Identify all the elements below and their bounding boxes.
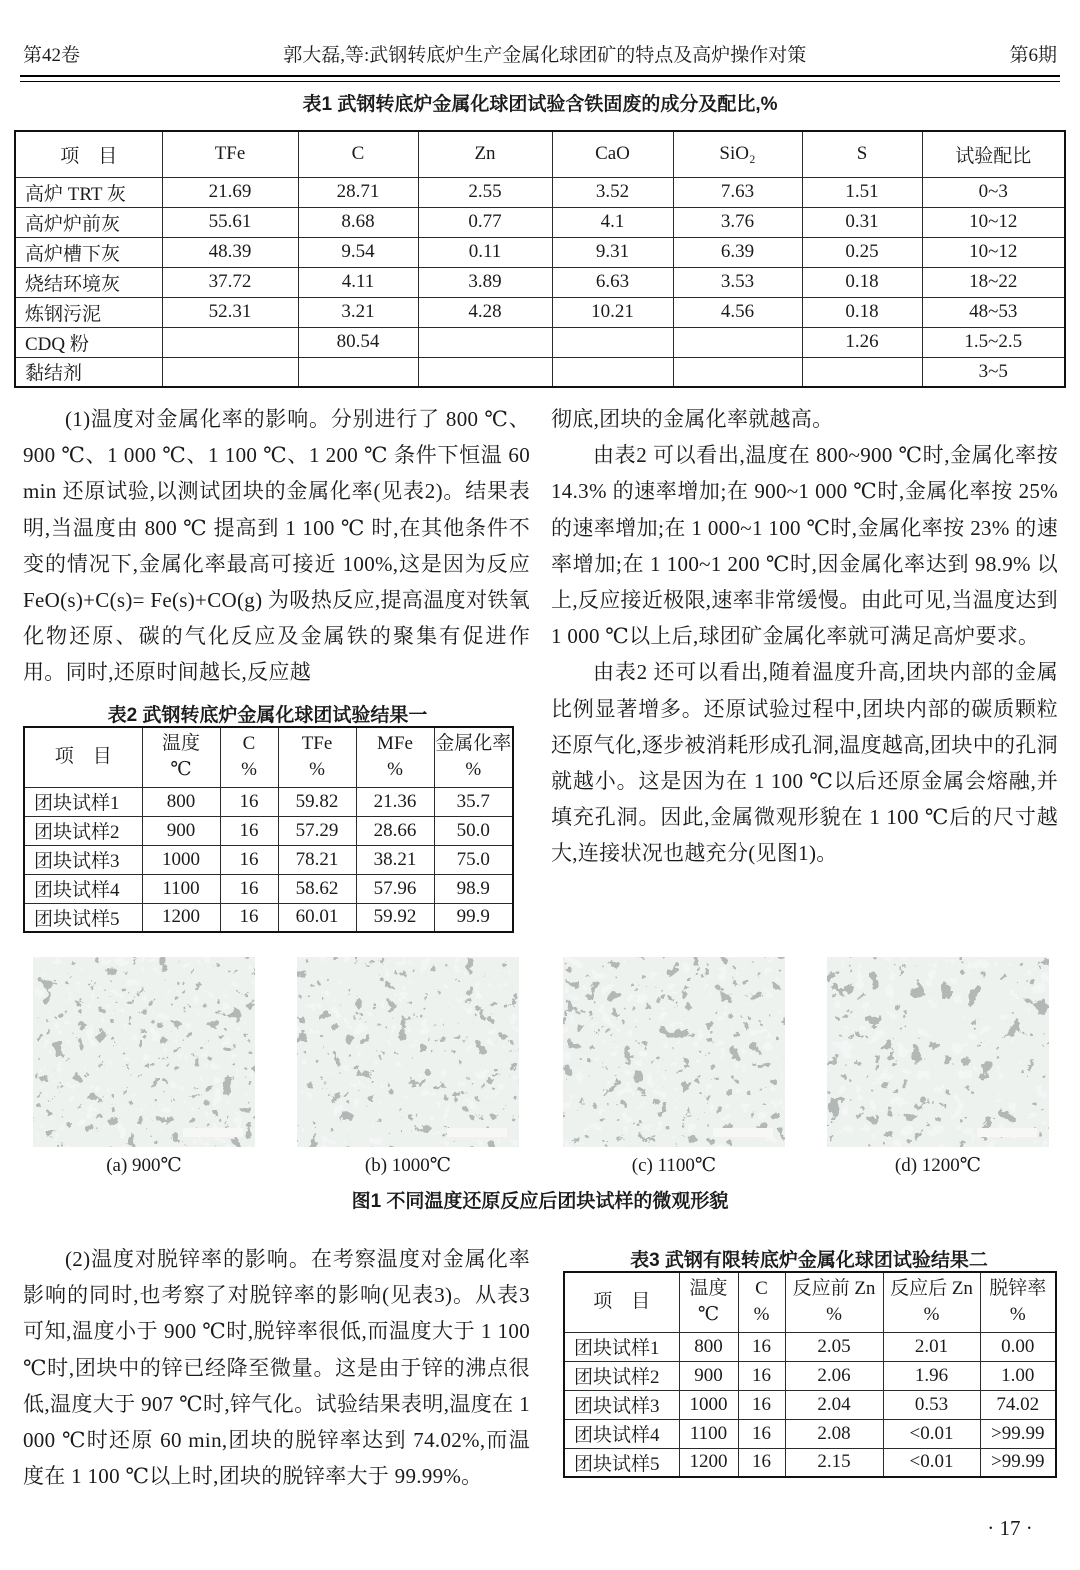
paragraph-rate-analysis: 由表2 可以看出,温度在 800~900 ℃时,金属化率按 14.3% 的速率增加;在 900~1 000 ℃时,金属化率按 25% 的速率增加;在 1 000~1 100 ℃时,金属化率按 23% 的速率增加;在 1 100~1 200 ℃时,因金属化率达到 98.9% 以上,反应接近极限,速率非常缓慢。由此可见,当温度达到 1 000 ℃以上后,球团矿金属化率就可满足高炉要求。 [551,443,1058,649]
table-cell: 2.15 [785,1448,883,1477]
scale-bar [183,1128,243,1137]
table-cell: 16 [220,874,278,903]
th-item: 项 目 [15,131,162,177]
table-cell: 16 [220,787,278,816]
table-cell: 0.25 [802,237,922,267]
th-metallization-rate: 金属化率 % [434,727,513,787]
th-item: 项 目 [24,727,142,787]
figure1-title: 图1 不同温度还原反应后团块试样的微观形貌 [351,1191,729,1212]
table-cell: 1.96 [883,1361,980,1390]
table-cell: >99.99 [980,1448,1056,1477]
table-cell: 80.54 [298,327,418,357]
micrograph-image-d [827,957,1049,1147]
table-cell: 1200 [679,1448,738,1477]
table-cell: 3.52 [552,177,673,207]
table-cell: 16 [738,1361,785,1390]
table-cell: 团块试样5 [564,1448,679,1477]
table-cell: 2.05 [785,1332,883,1361]
table2-header-row [24,727,513,787]
th-c: C [298,131,418,177]
table-cell: 3~5 [922,357,1065,387]
paragraph-continuation: 彻底,团块的金属化率就越高。 [551,407,834,431]
table-cell: 2.06 [785,1361,883,1390]
table3-header-row [564,1272,1056,1332]
figure-panel-d [827,957,1049,1177]
table-row [15,177,1065,207]
table-cell: 800 [679,1332,738,1361]
table1-title: 表1 武钢转底炉金属化球团试验含铁固废的成分及配比,% [302,94,778,115]
table-cell [802,357,922,387]
table-cell: 团块试样1 [564,1332,679,1361]
table-cell: 0.11 [418,237,552,267]
table-cell: 7.63 [673,177,802,207]
table-cell: 16 [738,1390,785,1419]
scale-bar [447,1128,507,1137]
table-cell: 3.21 [298,297,418,327]
table-cell: 9.54 [298,237,418,267]
table-cell: <0.01 [883,1419,980,1448]
table-cell: 10~12 [922,237,1065,267]
table-cell: 74.02 [980,1390,1056,1419]
table3-title: 表3 武钢有限转底炉金属化球团试验结果二 [630,1250,988,1271]
table-cell [418,327,552,357]
table-cell: 48.39 [162,237,298,267]
table-cell: 团块试样3 [564,1390,679,1419]
table2 [23,726,514,933]
table1-header-row [15,131,1065,177]
table-cell: 57.96 [356,874,434,903]
table-cell: 3.53 [673,267,802,297]
table-cell: 6.39 [673,237,802,267]
table-cell: 团块试样1 [24,787,142,816]
th-tfe: TFe % [278,727,356,787]
table-cell: 0.77 [418,207,552,237]
th-temperature: 温度 ℃ [679,1272,738,1332]
th-carbon: C % [738,1272,785,1332]
table-cell: 0.00 [980,1332,1056,1361]
table-cell: 900 [142,816,220,845]
journal-issue: 第6期 [1009,44,1057,66]
table-cell [552,327,673,357]
table1 [14,130,1066,388]
table-cell: 2.04 [785,1390,883,1419]
table-cell: 2.08 [785,1419,883,1448]
table-cell [552,357,673,387]
table-cell: 团块试样3 [24,845,142,874]
table-cell: 60.01 [278,903,356,932]
table-cell [418,357,552,387]
table-cell: 900 [679,1361,738,1390]
table-cell: 16 [220,903,278,932]
table-cell: 3.76 [673,207,802,237]
table-cell: 28.66 [356,816,434,845]
micrograph-image-c [563,957,785,1147]
table-cell: 16 [220,816,278,845]
th-dezinc-rate: 脱锌率 % [980,1272,1056,1332]
table-cell [673,357,802,387]
table-cell: 烧结环境灰 [15,267,162,297]
table-cell: 35.7 [434,787,513,816]
table-cell: 1.26 [802,327,922,357]
table-row [564,1419,1056,1448]
table-row [15,297,1065,327]
table-cell: 28.71 [298,177,418,207]
table-row [24,816,513,845]
table-row [15,267,1065,297]
table-cell: 800 [142,787,220,816]
table-cell [162,357,298,387]
running-title: 郭大磊,等:武钢转底炉生产金属化球团矿的特点及高炉操作对策 [283,44,807,66]
figure-caption-a: (a) 900℃ [106,1155,182,1176]
table-cell: 59.82 [278,787,356,816]
figure-panel-c [563,957,785,1177]
table-cell: 0.31 [802,207,922,237]
table-cell: 团块试样5 [24,903,142,932]
table-cell: 38.21 [356,845,434,874]
table-cell: 1200 [142,903,220,932]
table-cell: 4.1 [552,207,673,237]
table-cell: 1.00 [980,1361,1056,1390]
table-cell: 炼钢污泥 [15,297,162,327]
table-cell: 50.0 [434,816,513,845]
table-cell: 1100 [142,874,220,903]
table-cell [298,357,418,387]
table-cell: 0.53 [883,1390,980,1419]
table-cell: 团块试样2 [24,816,142,845]
table-row [564,1361,1056,1390]
table-cell: 16 [738,1419,785,1448]
table-cell: 2.01 [883,1332,980,1361]
table-cell: 4.28 [418,297,552,327]
table-cell: 21.36 [356,787,434,816]
table-cell: 55.61 [162,207,298,237]
paragraph-metallization: (1)温度对金属化率的影响。分别进行了 800 ℃、900 ℃、1 000 ℃、1 100 ℃、1 200 ℃ 条件下恒温 60 min 还原试验,以测试团块的金属化率(见表2)。结果表明,当温度由 800 ℃ 提高到 1 100 ℃ 时,在其他条件不变的情况下,金属化率最高可接近 100%,这是因为反应 FeO(s)+C(s)= Fe(s)+CO(g) 为吸热反应,提高温度对铁氧化物还原、碳的气化反应及金属铁的聚集有促进作用。同时,还原时间越长,反应越 [23,407,530,685]
table-cell: 16 [220,845,278,874]
micrograph-image-b [297,957,519,1147]
table-cell: 1000 [142,845,220,874]
table-cell: 0.18 [802,297,922,327]
th-temperature: 温度 ℃ [142,727,220,787]
figure-caption-b: (b) 1000℃ [364,1155,452,1176]
table-cell: 48~53 [922,297,1065,327]
table-row [15,357,1065,387]
table-cell [673,327,802,357]
table-cell: 0~3 [922,177,1065,207]
th-tfe: TFe [162,131,298,177]
th-zn-after: 反应后 Zn % [883,1272,980,1332]
th-mfe: MFe % [356,727,434,787]
table-row [564,1332,1056,1361]
table-cell: 59.92 [356,903,434,932]
table-cell: 0.18 [802,267,922,297]
table-cell: 16 [738,1448,785,1477]
page-number: · 17 · [987,1516,1033,1540]
table-cell: 18~22 [922,267,1065,297]
th-carbon: C % [220,727,278,787]
figure-caption-d: (d) 1200℃ [894,1155,982,1176]
table-row [24,845,513,874]
th-sio2: SiO₂ [673,131,802,177]
th-zn: Zn [418,131,552,177]
table-cell: 10~12 [922,207,1065,237]
table-cell: 高炉槽下灰 [15,237,162,267]
table-cell: 团块试样4 [564,1419,679,1448]
table-cell: 9.31 [552,237,673,267]
table-cell: 16 [738,1332,785,1361]
table3 [563,1271,1057,1478]
table-cell: 高炉炉前灰 [15,207,162,237]
paragraph-morphology: 由表2 还可以看出,随着温度升高,团块内部的金属比例显著增多。还原试验过程中,团块内部的碳质颗粒还原气化,逐步被消耗形成孔洞,温度越高,团块中的孔洞就越小。这是因为在 1 100 ℃以后还原金属会熔融,并填充孔洞。因此,金属微观形貌在 1 100 ℃后的尺寸越大,连接状况也越充分(见图1)。 [551,660,1058,866]
figure-panel-a [33,957,255,1177]
table-cell: 98.9 [434,874,513,903]
table-cell [162,327,298,357]
bottom-left-column-text [23,1241,530,1494]
right-column-text [551,401,1058,872]
th-item: 项 目 [564,1272,679,1332]
table-cell: 1.5~2.5 [922,327,1065,357]
table-cell: 37.72 [162,267,298,297]
table-cell: 1100 [679,1419,738,1448]
table-row [564,1390,1056,1419]
table-cell: 6.63 [552,267,673,297]
table-cell: >99.99 [980,1419,1056,1448]
table-cell: 21.69 [162,177,298,207]
table-cell: 4.56 [673,297,802,327]
paragraph-dezincification: (2)温度对脱锌率的影响。在考察温度对金属化率影响的同时,也考察了对脱锌率的影响(见表3)。从表3 可知,温度小于 900 ℃时,脱锌率很低,而温度大于 1 100 ℃时,团块中的锌已经降至微量。这是由于锌的沸点很低,温度大于 907 ℃时,锌气化。试验结果表明,温度在 1 000 ℃时还原 60 min,团块的脱锌率达到 74.02%,而温度在 1 100 ℃以上时,团块的脱锌率大于 99.99%。 [23,1247,530,1489]
table-cell: 黏结剂 [15,357,162,387]
left-column-text [23,401,530,691]
th-cao: CaO [552,131,673,177]
table-cell: <0.01 [883,1448,980,1477]
table2-title: 表2 武钢转底炉金属化球团试验结果一 [107,705,428,726]
th-zn-before: 反应前 Zn % [785,1272,883,1332]
table-cell: 10.21 [552,297,673,327]
table-cell: 75.0 [434,845,513,874]
table-row [15,237,1065,267]
table-cell: 1.51 [802,177,922,207]
scale-bar [713,1128,773,1137]
page-header [23,40,1057,66]
table-row [15,327,1065,357]
table-row [24,903,513,932]
micrograph-image-a [33,957,255,1147]
table-cell: 团块试样4 [24,874,142,903]
table-cell: 1000 [679,1390,738,1419]
table-cell: 99.9 [434,903,513,932]
table-row [24,787,513,816]
table-cell: 78.21 [278,845,356,874]
table-cell: 团块试样2 [564,1361,679,1390]
scale-bar [977,1128,1037,1137]
table-cell: 58.62 [278,874,356,903]
th-ratio: 试验配比 [922,131,1065,177]
table-row [564,1448,1056,1477]
table-row [15,207,1065,237]
journal-volume: 第42卷 [23,44,81,66]
table-cell: 52.31 [162,297,298,327]
table-cell: 2.55 [418,177,552,207]
header-double-rule [20,75,1060,82]
table-cell: 4.11 [298,267,418,297]
table-row [24,874,513,903]
th-s: S [802,131,922,177]
table-cell: 高炉 TRT 灰 [15,177,162,207]
table-cell: CDQ 粉 [15,327,162,357]
table-cell: 57.29 [278,816,356,845]
figure-caption-c: (c) 1100℃ [631,1155,717,1176]
table-cell: 3.89 [418,267,552,297]
figure-panel-b [297,957,519,1177]
table-cell: 8.68 [298,207,418,237]
